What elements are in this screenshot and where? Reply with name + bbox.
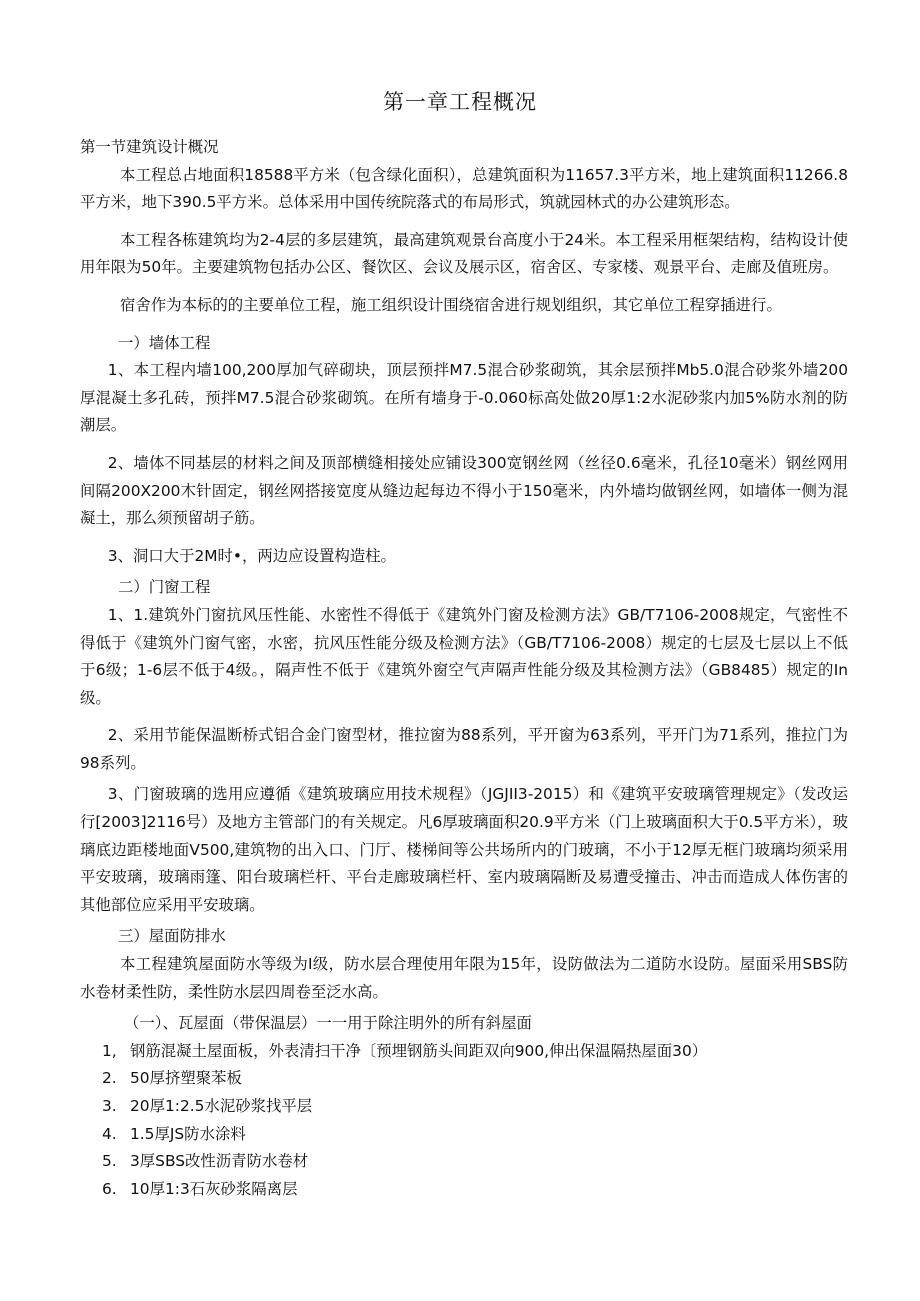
section-heading-windows: 二）门窗工程 [118, 578, 211, 597]
section-heading-wall: 一）墙体工程 [118, 333, 211, 352]
list-item [80, 1176, 848, 1204]
list-text: 20厚1:2.5水泥砂浆找平层 [130, 1097, 313, 1115]
wall-item-2: 2、墙体不同基层的材料之间及顶部横缝相接处应铺设300宽钢丝网（丝径0.6毫米，孔径10毫米）钢丝网用间隔200X200木针固定，钢丝网搭接宽度从缝边起每边不得小于150毫米，内外墙均做钢丝网，如墙体一侧为混凝土，那么须预留胡子筋。 [80, 453, 848, 528]
list-number: 6. [102, 1179, 117, 1198]
section-title: 第一节建筑设计概况 [80, 138, 219, 156]
list-item [80, 1148, 848, 1176]
list-text: 3厚SBS改性沥青防水卷材 [130, 1152, 309, 1171]
windows-item-1: 1、1.建筑外门窗抗风压性能、水密性不得低于《建筑外门窗及检测方法》GB/T7106-2008规定，气密性不得低于《建筑外门窗气密，水密，抗风压性能分级及检测方法》（GB/T7106-2008）规定的七层及七层以上不低于6级；1-6层不低于4级。，隔声性不低于《建筑外窗空气声隔声性能分级及其检测方法》（GB8485）规定的In级。 [80, 605, 848, 707]
paragraph: 本工程总占地面积18588平方米（包含绿化面积），总建筑面积为11657.3平方米，地上建筑面积11266.8平方米，地下390.5平方米。总体采用中国传统院落式的布局形式，筑就园林式的办公建筑形态。 [80, 165, 848, 212]
chapter-title: 第一章工程概况 [383, 90, 537, 114]
list-number: 1, [102, 1041, 117, 1060]
list-item [80, 1065, 848, 1093]
list-text: 1.5厚JS防水涂料 [130, 1124, 246, 1143]
list-item [80, 1093, 848, 1121]
document-body [80, 134, 848, 1203]
section-heading-roof: 三）屋面防排水 [118, 927, 226, 946]
roof-list [80, 1038, 848, 1204]
list-item [80, 1121, 848, 1149]
roof-sub-heading: （一）、瓦屋面（带保温层）一一用于除注明外的所有斜屋面 [124, 1014, 532, 1033]
list-text: 10厚1:3石灰砂浆隔离层 [130, 1179, 298, 1198]
windows-item-2: 2、采用节能保温断桥式铝合金门窗型材，推拉窗为88系列，平开窗为63系列，平开门为71系列，推拉门为98系列。 [80, 726, 848, 772]
list-text: 钢筋混凝土屋面板，外表清扫干净〔预埋钢筋头间距双向900,伸出保温隔热屋面30） [130, 1041, 708, 1060]
paragraph: 本工程各栋建筑均为2-4层的多层建筑，最高建筑观景台高度小于24米。本工程采用框架结构，结构设计使用年限为50年。主要建筑物包括办公区、餐饮区、会议及展示区，宿舍区、专家楼、观景平台、走廊及值班房。 [80, 230, 848, 277]
list-number: 5. [102, 1152, 117, 1171]
list-item [80, 1038, 848, 1066]
wall-item-1: 1、本工程内墙100,200厚加气碎砌块，顶层预拌M7.5混合砂浆砌筑，其余层预拌Mb5.0混合砂浆外墙200厚混凝土多孔砖，预拌M7.5混合砂浆砌筑。在所有墙身于-0.060标高处做20厚1:2水泥砂浆内加5%防水剂的防潮层。 [80, 361, 848, 435]
roof-intro: 本工程建筑屋面防水等级为I级，防水层合理使用年限为15年，设防做法为二道防水设防。屋面采用SBS防水卷材柔性防，柔性防水层四周卷至泛水高。 [80, 955, 848, 1001]
list-number: 2. [102, 1069, 117, 1088]
list-text: 50厚挤塑聚苯板 [130, 1069, 242, 1088]
paragraph: 宿舍作为本标的的主要单位工程，施工组织设计围绕宿舍进行规划组织，其它单位工程穿插进行。 [120, 295, 782, 314]
windows-item-3: 3、门窗玻璃的选用应遵循《建筑玻璃应用技术规程》（JGJII3-2015）和《建筑平安玻璃管理规定》（发改运行[2003]2116号）及地方主管部门的有关规定。凡6厚玻璃面积20.9平方米（门上玻璃面积大于0.5平方米），玻璃底边距楼地面V500,建筑物的出入口、门厅、楼梯间等公共场所内的门玻璃，不小于12厚无框门玻璃均须采用平安玻璃，玻璃雨篷、阳台玻璃栏杆、平台走廊玻璃栏杆、室内玻璃隔断及易遭受撞击、冲击而造成人体伤害的其他部位应采用平安玻璃。 [80, 785, 848, 914]
wall-item-3: 3、洞口大于2M时•，两边应设置构造柱。 [107, 546, 396, 565]
list-number: 3. [102, 1097, 117, 1115]
list-number: 4. [102, 1124, 117, 1143]
